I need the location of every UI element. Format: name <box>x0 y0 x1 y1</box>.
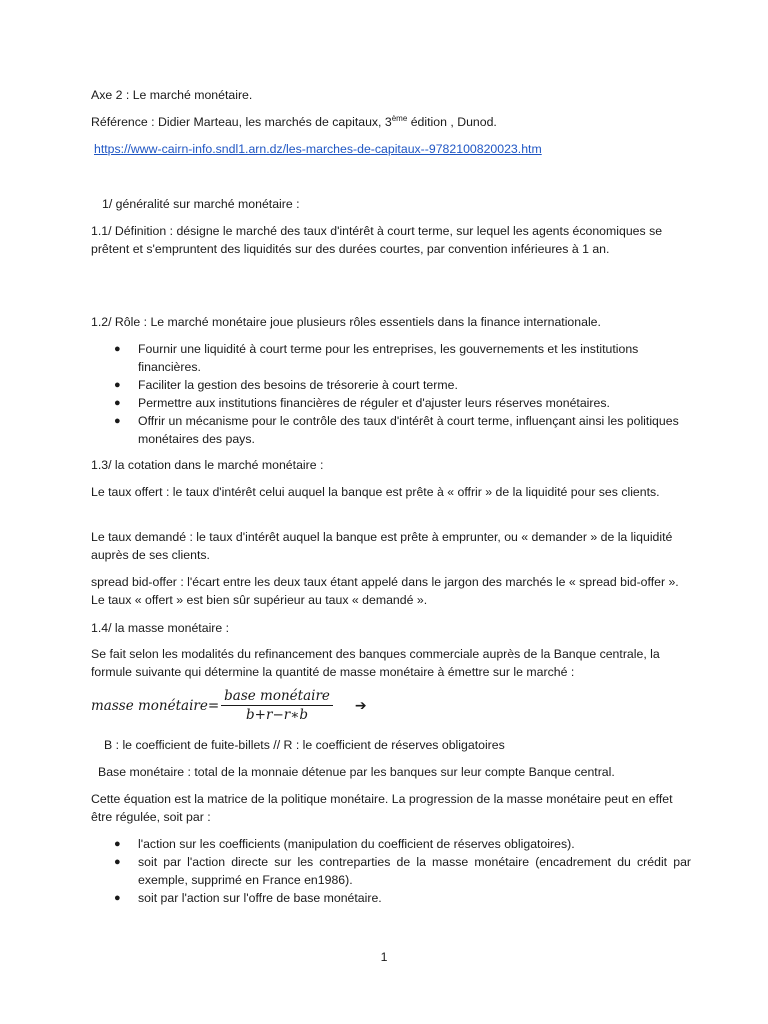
role-list <box>91 340 691 448</box>
list-item: ● Permettre aux institutions financières de réguler et d'ajuster leurs réserves monétaires. <box>114 396 610 410</box>
taux-offert-paragraph: Le taux offert : le taux d'intérêt celui auquel la banque est prête à « offrir » de la liquidité pour ses clients. <box>91 485 660 499</box>
list-item: ● l'action sur les coefficients (manipulation du coefficient de réserves obligatoires). <box>114 837 575 851</box>
role-intro: 1.2/ Rôle : Le marché monétaire joue plusieurs rôles essentiels dans la finance internationale. <box>91 315 601 329</box>
list-item: ● soit par l'action sur l'offre de base monétaire. <box>114 891 382 905</box>
section-1-title: 1/ généralité sur marché monétaire : <box>102 197 300 211</box>
coefficients-line: B : le coefficient de fuite-billets // R : le coefficient de réserves obligatoires <box>104 738 505 752</box>
bullet-icon: ● <box>114 343 121 355</box>
reference-suffix: édition , Dunod. <box>407 115 497 129</box>
formula-numerator: base monétaire <box>221 688 333 706</box>
list-item: ● Faciliter la gestion des besoins de trésorerie à court terme. <box>114 378 458 392</box>
masse-title: 1.4/ la masse monétaire : <box>91 621 230 635</box>
bullet-icon: ● <box>114 415 121 427</box>
masse-intro-paragraph: Se fait selon les modalités du refinancement des banques commerciale auprès de la Banque centrale, la formule suivante qui détermine la quantité de masse monétaire à émettre sur le marché : <box>91 647 660 679</box>
source-link[interactable]: https://www-cairn-info.sndl1.arn.dz/les-marches-de-capitaux--9782100820023.htm <box>94 142 542 156</box>
arrow-right-icon: ➔ <box>354 697 367 714</box>
reference-superscript: ème <box>391 114 408 123</box>
bullet-icon: ● <box>114 838 121 850</box>
bullet-icon: ● <box>114 379 121 391</box>
formula-lhs: masse monétaire= <box>91 697 220 714</box>
definition-paragraph: 1.1/ Définition : désigne le marché des taux d'intérêt à court terme, sur lequel les agents économiques se prêtent et s'empruntent des liquidités sur des durées courtes, par convention inférieures à 1 an. <box>91 224 663 256</box>
cotation-title: 1.3/ la cotation dans le marché monétaire : <box>91 458 324 472</box>
taux-demande-paragraph: Le taux demandé : le taux d'intérêt auquel la banque est prête à emprunter, ou « demander » de la liquidité auprès de ses clients. <box>91 530 673 562</box>
list-item: ● soit par l'action directe sur les contreparties de la masse monétaire (encadrement du crédit par exemple, supprimé en France en1986). <box>114 855 691 887</box>
page-number: 1 <box>380 950 388 964</box>
reference-line <box>91 113 497 131</box>
spread-paragraph: spread bid-offer : l'écart entre les deux taux étant appelé dans le jargon des marchés le « spread bid-offer ». Le taux « offert » est bien sûr supérieur au taux « demandé ». <box>91 575 679 607</box>
list-item: ● Fournir une liquidité à court terme pour les entreprises, les gouvernements et les institutions financières. <box>114 342 639 374</box>
masse-monetaire-formula <box>91 688 367 723</box>
list-item: ● Offrir un mécanisme pour le contrôle des taux d'intérêt à court terme, influençant ainsi les politiques monétaires des pays. <box>114 414 679 446</box>
formula-fraction <box>221 688 333 723</box>
bullet-icon: ● <box>114 856 121 868</box>
reference-prefix: Référence : Didier Marteau, les marchés de capitaux, 3 <box>91 115 392 129</box>
bullet-icon: ● <box>114 397 121 409</box>
source-link-line <box>94 140 542 158</box>
axis-title: Axe 2 : Le marché monétaire. <box>91 88 253 102</box>
bullet-icon: ● <box>114 892 121 904</box>
base-monetaire-line: Base monétaire : total de la monnaie détenue par les banques sur leur compte Banque central. <box>98 765 615 779</box>
formula-denominator: b+r−r∗b <box>246 707 309 723</box>
policy-list <box>91 835 691 907</box>
equation-paragraph: Cette équation est la matrice de la politique monétaire. La progression de la masse monétaire peut en effet être régulée, soit par : <box>91 792 673 824</box>
